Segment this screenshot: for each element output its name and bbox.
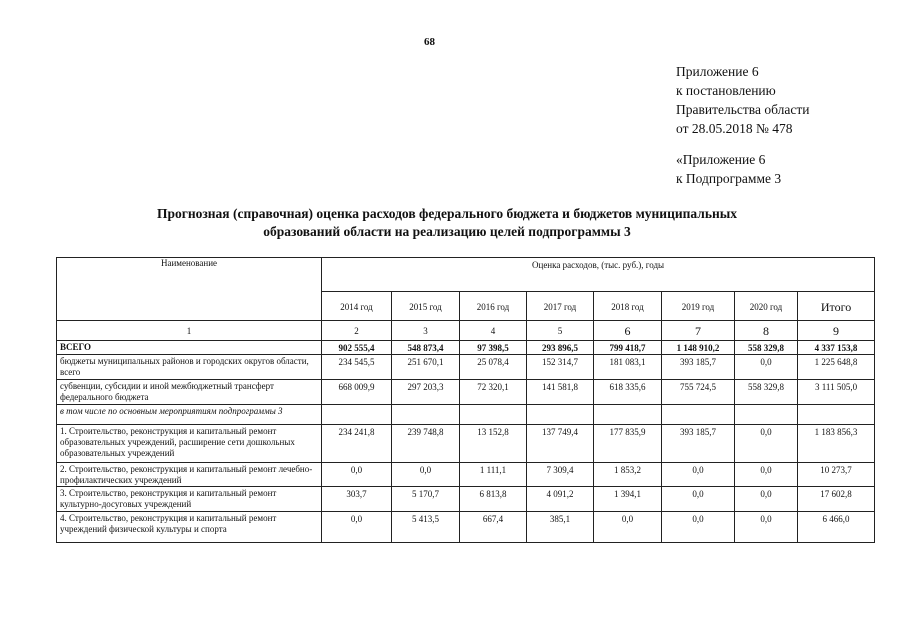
row-value: 1 148 910,2: [662, 341, 735, 355]
row-value: 1 111,1: [460, 463, 527, 487]
row-value: 4 091,2: [527, 487, 594, 512]
table-row: [57, 355, 875, 380]
row-value: 181 083,1: [594, 355, 662, 380]
row-value: 618 335,6: [594, 380, 662, 405]
column-number: 6: [594, 321, 662, 341]
row-value: 558 329,8: [735, 341, 798, 355]
row-value: 72 320,1: [460, 380, 527, 405]
row-value: 0,0: [662, 463, 735, 487]
table-row: [57, 425, 875, 463]
row-name: 4. Строительство, реконструкция и капитальный ремонт учреждений физической культуры и спорта: [57, 512, 322, 543]
row-value: 0,0: [662, 512, 735, 543]
row-value: [527, 405, 594, 425]
row-value: 393 185,7: [662, 355, 735, 380]
year-header: 2019 год: [662, 292, 735, 321]
column-number: 3: [392, 321, 460, 341]
row-value: 10 273,7: [798, 463, 875, 487]
row-name: субвенции, субсидии и иной межбюджетный трансферт федерального бюджета: [57, 380, 322, 405]
row-value: 4 337 153,8: [798, 341, 875, 355]
row-value: 393 185,7: [662, 425, 735, 463]
row-value: 902 555,4: [322, 341, 392, 355]
row-value: [460, 405, 527, 425]
row-value: 17 602,8: [798, 487, 875, 512]
column-number: 2: [322, 321, 392, 341]
column-number: 4: [460, 321, 527, 341]
row-value: 0,0: [735, 463, 798, 487]
row-value: 667,4: [460, 512, 527, 543]
row-value: 293 896,5: [527, 341, 594, 355]
row-value: 1 394,1: [594, 487, 662, 512]
row-value: 755 724,5: [662, 380, 735, 405]
row-name: 3. Строительство, реконструкция и капитальный ремонт культурно-досуговых учреждений: [57, 487, 322, 512]
appendix-line: к Подпрограмме 3: [676, 171, 782, 186]
row-value: 548 873,4: [392, 341, 460, 355]
row-value: 234 545,5: [322, 355, 392, 380]
table-row: [57, 405, 875, 425]
row-value: 239 748,8: [392, 425, 460, 463]
row-value: 6 813,8: [460, 487, 527, 512]
row-value: 303,7: [322, 487, 392, 512]
year-header: 2015 год: [392, 292, 460, 321]
column-number: 5: [527, 321, 594, 341]
row-value: 152 314,7: [527, 355, 594, 380]
appendix-reference: [676, 62, 809, 138]
table-row: [57, 380, 875, 405]
row-value: 251 670,1: [392, 355, 460, 380]
year-header: 2014 год: [322, 292, 392, 321]
row-value: 0,0: [594, 512, 662, 543]
row-value: 6 466,0: [798, 512, 875, 543]
row-value: [594, 405, 662, 425]
row-value: 558 329,8: [735, 380, 798, 405]
row-name: 1. Строительство, реконструкция и капитальный ремонт образовательных учреждений, расширение сети дошкольных образовательных учреждений: [57, 425, 322, 463]
row-value: 0,0: [735, 425, 798, 463]
row-value: [322, 405, 392, 425]
row-value: 0,0: [735, 355, 798, 380]
row-value: 5 170,7: [392, 487, 460, 512]
row-name: в том числе по основным мероприятиям подпрограммы 3: [57, 405, 322, 425]
row-value: 1 853,2: [594, 463, 662, 487]
row-value: 0,0: [322, 463, 392, 487]
table-row: [57, 463, 875, 487]
appendix-line: «Приложение 6: [676, 152, 766, 167]
row-value: 137 749,4: [527, 425, 594, 463]
row-value: 7 309,4: [527, 463, 594, 487]
subprogram-appendix-reference: [676, 150, 781, 188]
table-row: [57, 512, 875, 543]
header-group: Оценка расходов, (тыс. руб.), годы: [322, 258, 875, 292]
appendix-line: Правительства области: [676, 102, 810, 117]
row-value: 1 183 856,3: [798, 425, 875, 463]
row-value: 5 413,5: [392, 512, 460, 543]
row-value: 25 078,4: [460, 355, 527, 380]
row-value: 0,0: [735, 487, 798, 512]
row-value: [798, 405, 875, 425]
column-number: 7: [662, 321, 735, 341]
appendix-line: Приложение 6: [676, 64, 759, 79]
row-value: 234 241,8: [322, 425, 392, 463]
appendix-line: к постановлению: [676, 83, 776, 98]
row-value: [392, 405, 460, 425]
year-header: 2017 год: [527, 292, 594, 321]
row-value: 297 203,3: [392, 380, 460, 405]
row-value: 1 225 648,8: [798, 355, 875, 380]
table-row: [57, 341, 875, 355]
page-number: 68: [424, 36, 435, 48]
year-header: 2018 год: [594, 292, 662, 321]
row-name: ВСЕГО: [57, 341, 322, 355]
year-header: Итого: [798, 292, 875, 321]
row-name: 2. Строительство, реконструкция и капитальный ремонт лечебно-профилактических учреждений: [57, 463, 322, 487]
row-value: 668 009,9: [322, 380, 392, 405]
year-header: 2020 год: [735, 292, 798, 321]
table-row: [57, 487, 875, 512]
row-value: [662, 405, 735, 425]
row-name: бюджеты муниципальных районов и городских округов области, всего: [57, 355, 322, 380]
row-value: [735, 405, 798, 425]
year-header: 2016 год: [460, 292, 527, 321]
document-title: [96, 205, 798, 241]
expenses-table: [56, 257, 875, 543]
row-value: 141 581,8: [527, 380, 594, 405]
row-value: 97 398,5: [460, 341, 527, 355]
appendix-line: от 28.05.2018 № 478: [676, 121, 793, 136]
row-value: 0,0: [662, 487, 735, 512]
title-line: Прогнозная (справочная) оценка расходов федерального бюджета и бюджетов муниципальных: [156, 206, 738, 221]
column-number: 1: [57, 321, 322, 341]
row-value: 0,0: [322, 512, 392, 543]
row-value: 385,1: [527, 512, 594, 543]
row-value: 799 418,7: [594, 341, 662, 355]
header-name: Наименование: [57, 258, 322, 321]
row-value: 13 152,8: [460, 425, 527, 463]
column-number: 8: [735, 321, 798, 341]
title-line: образований области на реализацию целей подпрограммы 3: [263, 224, 631, 239]
row-value: 177 835,9: [594, 425, 662, 463]
row-value: 0,0: [392, 463, 460, 487]
row-value: 0,0: [735, 512, 798, 543]
column-number: 9: [798, 321, 875, 341]
row-value: 3 111 505,0: [798, 380, 875, 405]
